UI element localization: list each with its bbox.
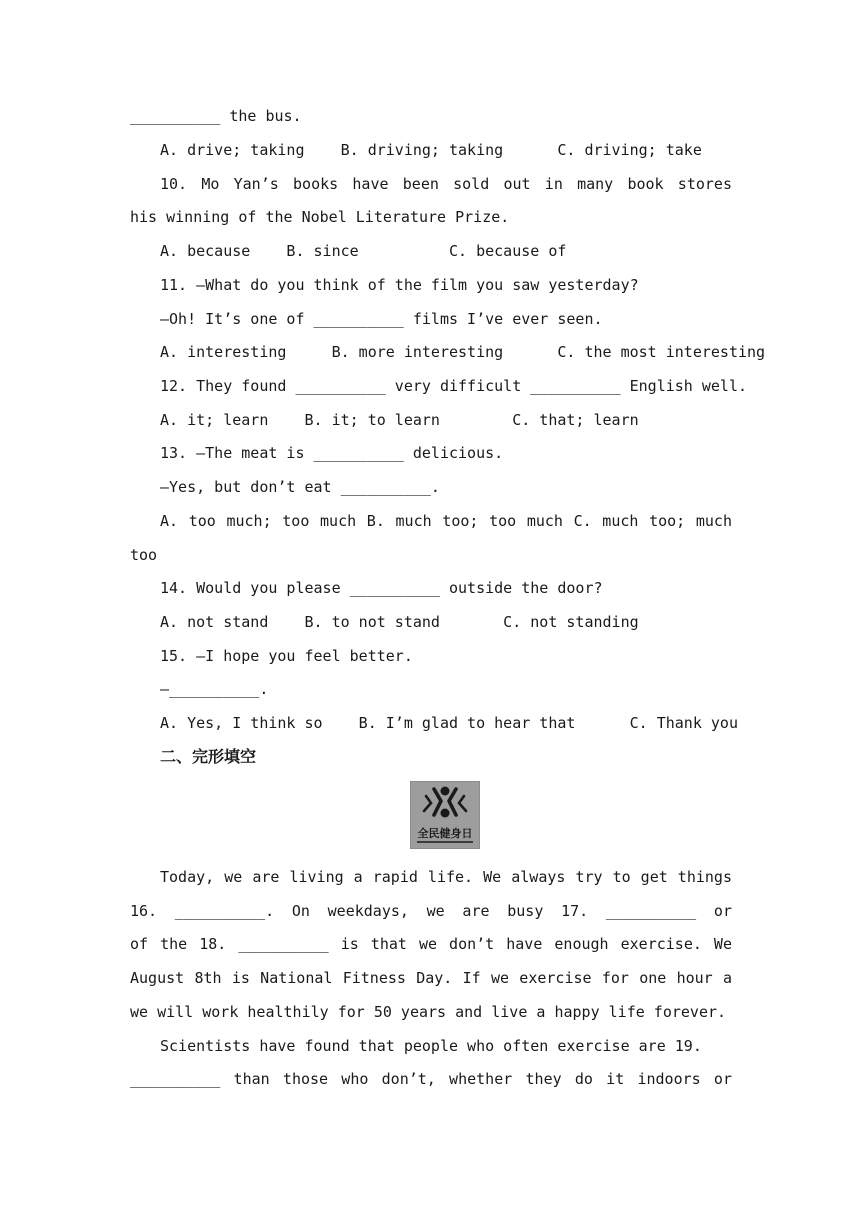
fitness-day-logo xyxy=(410,781,480,849)
passage-line-7: __________ than those who don’t, whether they do it indoors or xyxy=(130,1070,732,1088)
question-15-options: A. Yes, I think so B. I’m glad to hear that C. Thank you xyxy=(160,714,738,732)
question-10-stem: 10. Mo Yan’s books have been sold out in many book stores xyxy=(160,175,732,193)
question-14-stem: 14. Would you please __________ outside the door? xyxy=(160,579,603,597)
question-15-stem: 15. —I hope you feel better. xyxy=(160,647,413,665)
passage-line-3: of the 18. __________ is that we don’t have enough exercise. We xyxy=(130,935,732,953)
question-14-options: A. not stand B. to not stand C. not standing xyxy=(160,613,639,631)
question-13-options: A. too much; too much B. much too; too much C. much too; much xyxy=(160,512,732,530)
question-9-continuation: __________ the bus. xyxy=(130,107,302,125)
passage-line-5: we will work healthily for 50 years and live a happy life forever. xyxy=(130,1003,727,1021)
question-12-stem: 12. They found __________ very difficult __________ English well. xyxy=(160,377,747,395)
passage-line-1: Today, we are living a rapid life. We always try to get things xyxy=(160,868,732,886)
question-11-options: A. interesting B. more interesting C. the most interesting xyxy=(160,343,766,361)
section-heading-cloze: 二、完形填空 xyxy=(160,747,257,766)
fitness-day-logo-caption: 全民健身日 xyxy=(417,827,473,840)
passage-line-2: 16. __________. On weekdays, we are busy 17. __________ or xyxy=(130,902,732,920)
passage-line-6: Scientists have found that people who often exercise are 19. xyxy=(160,1037,702,1055)
question-11-stem: 11. —What do you think of the film you saw yesterday? xyxy=(160,276,639,294)
question-10-stem-continued: his winning of the Nobel Literature Prize. xyxy=(130,208,510,226)
question-10-options: A. because B. since C. because of xyxy=(160,242,567,260)
question-12-options: A. it; learn B. it; to learn C. that; learn xyxy=(160,411,639,429)
question-9-options: A. drive; taking B. driving; taking C. driving; take xyxy=(160,141,702,159)
question-13-options-continued: too xyxy=(130,546,158,564)
question-13-response: —Yes, but don’t eat __________. xyxy=(160,478,440,496)
question-11-response: —Oh! It’s one of __________ films I’ve ever seen. xyxy=(160,310,603,328)
passage-line-4: August 8th is National Fitness Day. If we exercise for one hour a xyxy=(130,969,732,987)
question-15-response: —__________. xyxy=(160,680,269,698)
fitness-day-logo-graphic xyxy=(410,781,480,849)
question-13-stem: 13. —The meat is __________ delicious. xyxy=(160,444,504,462)
